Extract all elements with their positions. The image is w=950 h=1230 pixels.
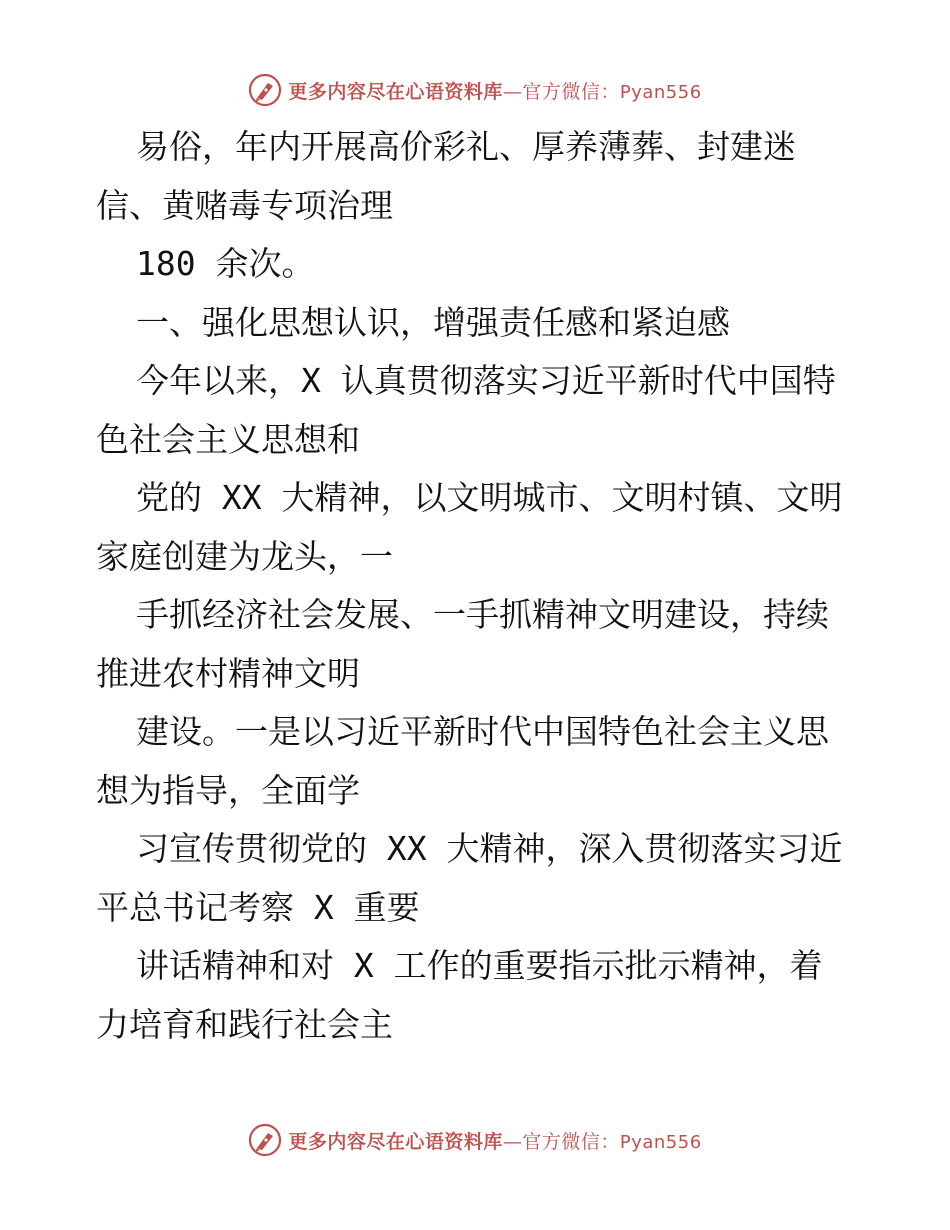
text-line: 建设。一是以习近平新时代中国特色社会主义思 [136,712,829,751]
watermark-account: Pyan556 [619,1131,702,1153]
text-line: 手抓经济社会发展、一手抓精神文明建设，持续 [136,595,829,634]
text-line: 讲话精神和对 X 工作的重要指示批示精神，着 [136,946,823,985]
text-line: 力培育和践行社会主 [96,1004,393,1044]
pen-nib-logo-icon [248,1123,282,1157]
text-line: 推进农村精神文明 [96,653,360,693]
text-line: 平总书记考察 X 重要 [96,887,420,927]
watermark-sub-text: —官方微信： [502,80,620,103]
document-body [96,118,866,1054]
text-line: 180 余次。 [136,244,315,283]
text-line: 今年以来，X 认真贯彻落实习近平新时代中国特 [136,361,836,400]
text-line: 易俗，年内开展高价彩礼、厚养薄葬、封建迷 [136,127,796,166]
header-watermark [0,70,950,110]
watermark-main-text: 更多内容尽在心语资料库 [288,80,503,103]
watermark-account: Pyan556 [619,81,702,103]
text-line: 色社会主义思想和 [96,419,360,459]
text-line: 信、黄赌毒专项治理 [96,185,393,225]
text-line: 习宣传贯彻党的 XX 大精神，深入贯彻落实习近 [136,829,843,868]
text-line: 党的 XX 大精神，以文明城市、文明村镇、文明 [136,478,843,517]
pen-nib-logo-icon [248,73,282,107]
watermark-sub-text: —官方微信： [502,1130,620,1153]
section-heading: 一、强化思想认识，增强责任感和紧迫感 [136,302,730,342]
watermark-main-text: 更多内容尽在心语资料库 [288,1130,503,1153]
text-line: 家庭创建为龙头，一 [96,536,393,576]
text-line: 想为指导，全面学 [96,770,360,810]
footer-watermark [0,1120,950,1160]
